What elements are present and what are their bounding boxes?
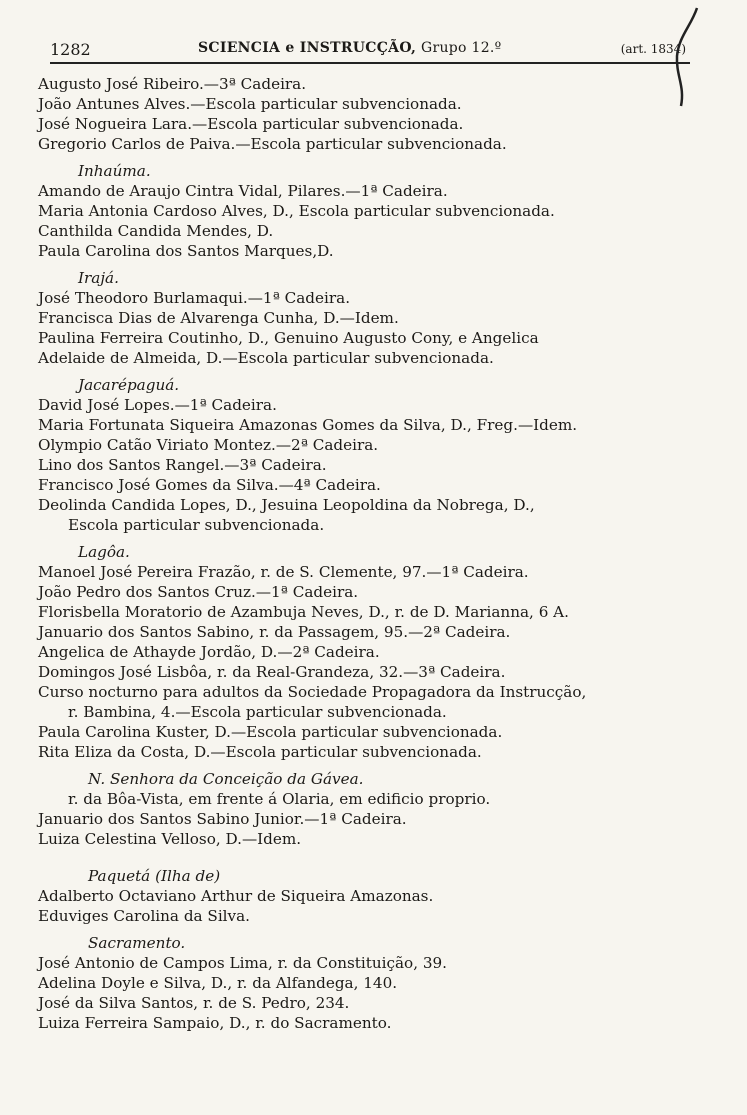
section-heading: Lagôa. — [78, 543, 130, 561]
entry-continuation: r. da Bôa-Vista, em frente á Olaria, em edificio proprio. — [68, 790, 491, 808]
entry-line: Adelaide de Almeida, D.—Escola particular subvencionada. — [38, 349, 494, 367]
entry-line: Angelica de Athayde Jordão, D.—2ª Cadeira. — [38, 643, 380, 661]
spacer — [38, 849, 698, 859]
entry-line: Januario dos Santos Sabino, r. da Passagem, 95.—2ª Cadeira. — [38, 623, 511, 641]
section-heading: Sacramento. — [88, 934, 186, 952]
entry-line: Luiza Celestina Velloso, D.—Idem. — [38, 830, 302, 848]
entry-continuation: Escola particular subvencionada. — [68, 516, 325, 534]
entry-line: João Antunes Alves.—Escola particular subvencionada. — [38, 95, 462, 113]
entry-continuation: r. Bambina, 4.—Escola particular subvencionada. — [68, 703, 447, 721]
section-heading: Irajá. — [78, 269, 119, 287]
entry-line: Deolinda Candida Lopes, D., Jesuina Leopoldina da Nobrega, D., — [38, 496, 535, 514]
entry-line: Gregorio Carlos de Paiva.—Escola particular subvencionada. — [38, 135, 507, 153]
directory-listing — [38, 74, 698, 1033]
page-header — [50, 40, 690, 64]
entry-line: Canthilda Candida Mendes, D. — [38, 222, 274, 240]
entry-line: Olympio Catão Viriato Montez.—2ª Cadeira. — [38, 436, 379, 454]
entry-line: Paulina Ferreira Coutinho, D., Genuino Augusto Cony, e Angelica — [38, 329, 539, 347]
entry-line: Rita Eliza da Costa, D.—Escola particular subvencionada. — [38, 743, 482, 761]
entry-line: Curso nocturno para adultos da Sociedade Propagadora da Instrucção, — [38, 683, 587, 701]
running-title-group: Grupo 12.º — [420, 40, 502, 56]
entry-line: Adelina Doyle e Silva, D., r. da Alfandega, 140. — [38, 974, 398, 992]
section-heading: Paquetá (Ilha de) — [88, 867, 221, 885]
page-number: 1282 — [50, 40, 91, 59]
entry-line: David José Lopes.—1ª Cadeira. — [38, 396, 277, 414]
section-heading: Inhaúma. — [78, 162, 151, 180]
entry-line: Francisca Dias de Alvarenga Cunha, D.—Idem. — [38, 309, 399, 327]
entry-line: Francisco José Gomes da Silva.—4ª Cadeira. — [38, 476, 381, 494]
entry-line: Amando de Araujo Cintra Vidal, Pilares.—1ª Cadeira. — [38, 182, 448, 200]
section-heading: Jacarépaguá. — [78, 376, 180, 394]
entry-line: Adalberto Octaviano Arthur de Siqueira Amazonas. — [38, 887, 434, 905]
running-title-main: SCIENCIA e INSTRUCÇÃO, — [198, 40, 417, 56]
entry-line: Paula Carolina dos Santos Marques,D. — [38, 242, 334, 260]
entry-line: Eduviges Carolina da Silva. — [38, 907, 251, 925]
entry-line: Augusto José Ribeiro.—3ª Cadeira. — [38, 75, 307, 93]
entry-line: Maria Antonia Cardoso Alves, D., Escola particular subvencionada. — [38, 202, 555, 220]
entry-line: José Nogueira Lara.—Escola particular subvencionada. — [38, 115, 464, 133]
section-heading: N. Senhora da Conceição da Gávea. — [88, 770, 364, 788]
entry-line: Paula Carolina Kuster, D.—Escola particular subvencionada. — [38, 723, 503, 741]
entry-line: José Antonio de Campos Lima, r. da Constituição, 39. — [38, 954, 448, 972]
entry-line: Florisbella Moratorio de Azambuja Neves, D., r. de D. Marianna, 6 A. — [38, 603, 569, 621]
entry-line: Manoel José Pereira Frazão, r. de S. Clemente, 97.—1ª Cadeira. — [38, 563, 529, 581]
entry-line: Januario dos Santos Sabino Junior.—1ª Cadeira. — [38, 810, 407, 828]
entry-line: Maria Fortunata Siqueira Amazonas Gomes da Silva, D., Freg.—Idem. — [38, 416, 578, 434]
entry-line: José Theodoro Burlamaqui.—1ª Cadeira. — [38, 289, 351, 307]
entry-line: Luiza Ferreira Sampaio, D., r. do Sacramento. — [38, 1014, 392, 1032]
running-title — [198, 40, 502, 56]
article-reference: (art. 1834) — [620, 42, 686, 56]
entry-line: Domingos José Lisbôa, r. da Real-Grandeza, 32.—3ª Cadeira. — [38, 663, 506, 681]
entry-line: Lino dos Santos Rangel.—3ª Cadeira. — [38, 456, 327, 474]
entry-line: João Pedro dos Santos Cruz.—1ª Cadeira. — [38, 583, 359, 601]
entry-line: José da Silva Santos, r. de S. Pedro, 234. — [38, 994, 350, 1012]
